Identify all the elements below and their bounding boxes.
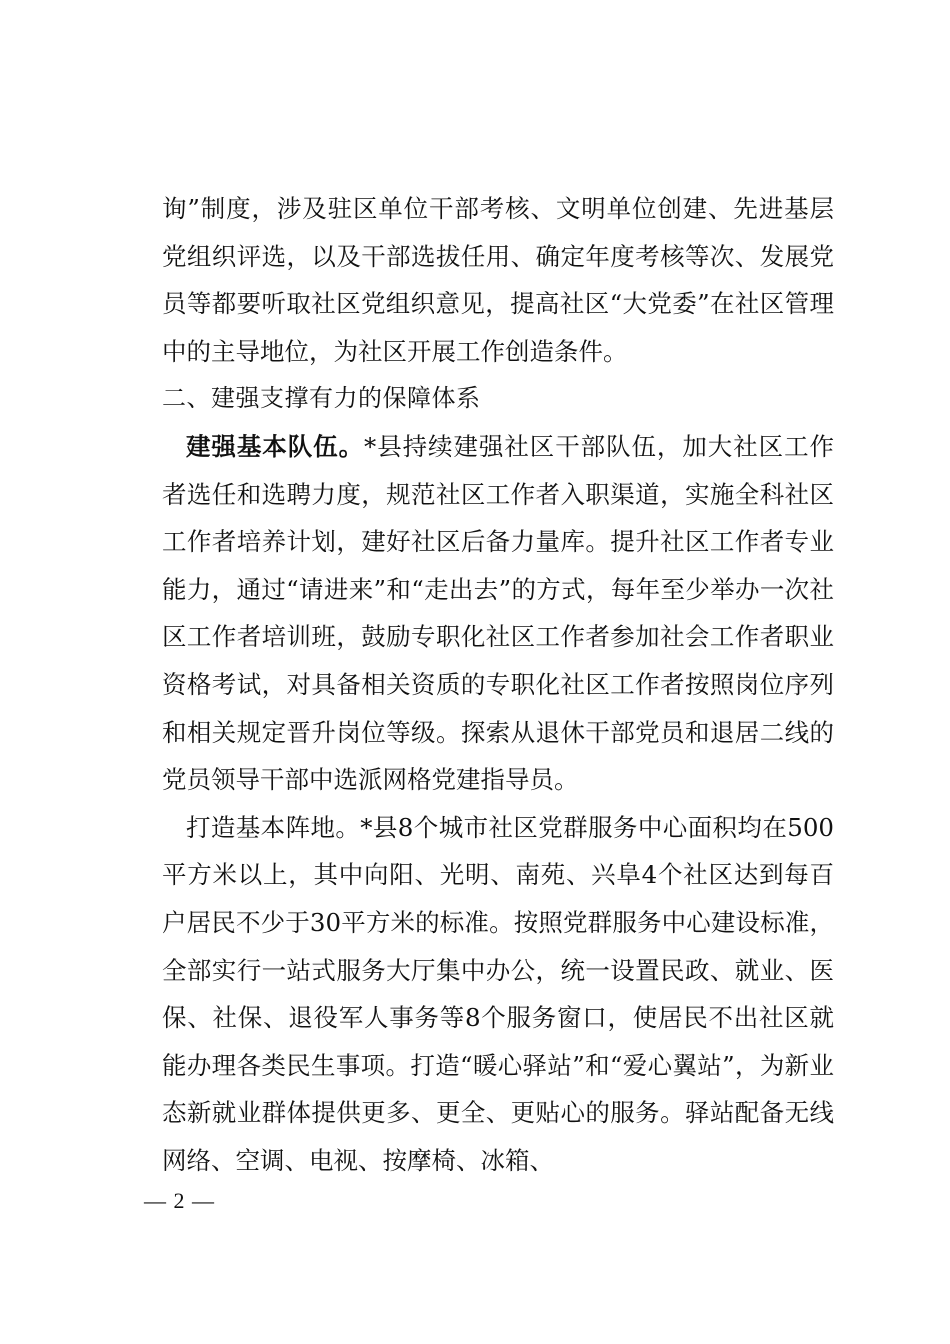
paragraph-continuation: 询”制度，涉及驻区单位干部考核、文明单位创建、先进基层党组织评选，以及干部选拔任用、确定年度考核等次、发展党员等都要听取社区党组织意见，提高社区“大党委”在社区管理中的主导地位，为社区开展工作创造条件。 [162,194,834,366]
page-number: — 2 — [144,1188,215,1213]
document-body [162,185,834,1184]
paragraph-team-building [162,423,834,804]
paragraph-body-text: *县持续建强社区干部队伍，加大社区工作者选任和选聘力度，规范社区工作者入职渠道，实施全科社区工作者培养计划，建好社区后备力量库。提升社区工作者专业能力，通过“请进来”和“走出去”的方式，每年至少举办一次社区工作者培训班，鼓励专职化社区工作者参加社会工作者职业资格考试，对具备相关资质的专职化社区工作者按照岗位序列和相关规定晋升岗位等级。探索从退休干部党员和退居二线的党员领导干部中选派网格党建指导员。 [162,431,835,795]
section-heading: 二、建强支撑有力的保障体系 [162,384,481,413]
paragraph-base-building: 打造基本阵地。*县8个城市社区党群服务中心面积均在500平方米以上，其中向阳、光明、南苑、兴阜4个社区达到每百户居民不少于30平方米的标准。按照党群服务中心建设标准，全部实行一站式服务大厅集中办公，统一设置民政、就业、医保、社保、退役军人事务等8个服务窗口，使居民不出社区就能办理各类民生事项。打造“暖心驿站”和“爱心翼站”，为新业态新就业群体提供更多、更全、更贴心的服务。驿站配备无线网络、空调、电视、按摩椅、冰箱、 [162,812,834,1175]
paragraph-lead-title: 建强基本队伍。 [186,431,365,461]
